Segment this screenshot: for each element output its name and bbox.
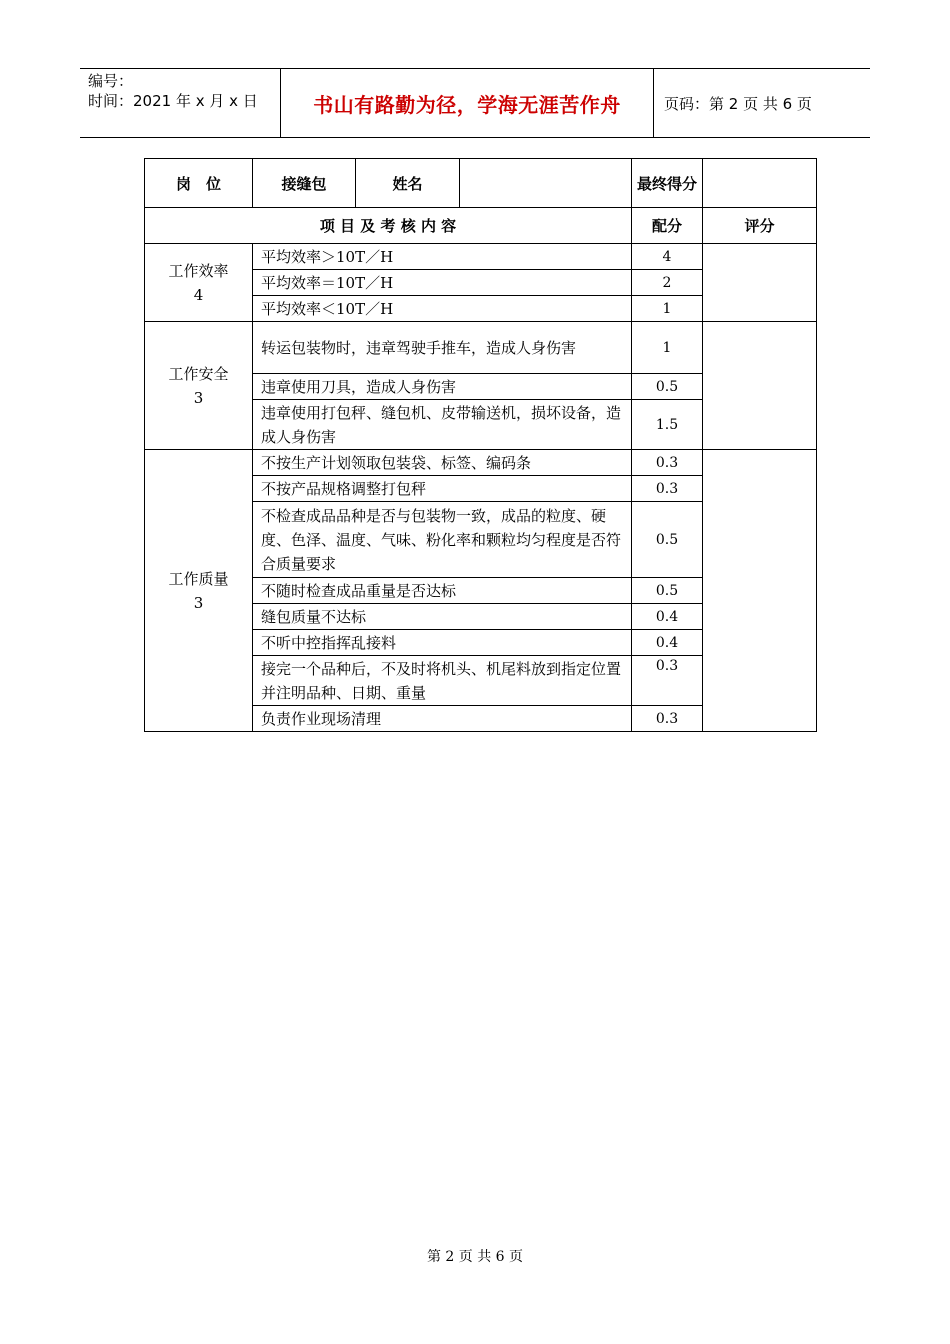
item-text: 不听中控指挥乱接料 bbox=[253, 630, 632, 656]
header-page-info: 页码：第 2 页 共 6 页 bbox=[664, 94, 812, 113]
category-name: 工作安全 bbox=[168, 364, 229, 383]
item-text: 缝包质量不达标 bbox=[253, 604, 632, 630]
category-cell bbox=[145, 322, 253, 450]
name-label: 姓名 bbox=[356, 159, 460, 208]
item-text: 不按产品规格调整打包秤 bbox=[253, 476, 632, 502]
item-points: 1 bbox=[632, 322, 703, 374]
item-text: 平均效率＞10T／H bbox=[253, 244, 632, 270]
table-row bbox=[145, 322, 817, 374]
category-total: 4 bbox=[193, 285, 204, 304]
header-meta bbox=[80, 69, 281, 137]
table-row bbox=[145, 244, 817, 270]
item-text: 平均效率＜10T／H bbox=[253, 296, 632, 322]
category-total: 3 bbox=[193, 593, 204, 612]
page-footer: 第 2 页 共 6 页 bbox=[426, 1249, 524, 1265]
item-text: 负责作业现场清理 bbox=[253, 706, 632, 732]
column-header-score: 评分 bbox=[703, 208, 817, 244]
item-text: 不按生产计划领取包装袋、标签、编码条 bbox=[253, 450, 632, 476]
category-name: 工作质量 bbox=[168, 569, 229, 588]
score-cell[interactable] bbox=[703, 450, 817, 732]
item-points: 1 bbox=[632, 296, 703, 322]
item-points: 0.5 bbox=[632, 374, 703, 400]
category-cell bbox=[145, 244, 253, 322]
item-points: 4 bbox=[632, 244, 703, 270]
assessment-table bbox=[144, 158, 817, 732]
item-points: 1.5 bbox=[632, 400, 703, 450]
item-points: 0.3 bbox=[632, 706, 703, 732]
item-points: 0.5 bbox=[632, 578, 703, 604]
category-total: 3 bbox=[193, 388, 204, 407]
score-cell[interactable] bbox=[703, 244, 817, 322]
item-points: 2 bbox=[632, 270, 703, 296]
position-label: 岗 位 bbox=[145, 159, 253, 208]
header-motto: 书山有路勤为径，学海无涯苦作舟 bbox=[281, 69, 654, 137]
item-points: 0.4 bbox=[632, 604, 703, 630]
final-score-cell[interactable] bbox=[703, 159, 817, 208]
item-text: 不检查成品品种是否与包装物一致，成品的粒度、硬度、色泽、温度、气味、粉化率和颗粒均匀程度是否符合质量要求 bbox=[253, 502, 632, 578]
item-text: 平均效率＝10T／H bbox=[253, 270, 632, 296]
item-text: 违章使用刀具，造成人身伤害 bbox=[253, 374, 632, 400]
item-points: 0.5 bbox=[632, 502, 703, 578]
column-header-item: 项 目 及 考 核 内 容 bbox=[145, 208, 632, 244]
item-points: 0.3 bbox=[632, 476, 703, 502]
item-points: 0.3 bbox=[632, 656, 703, 706]
table-row bbox=[145, 450, 817, 476]
document-date: 时间：2021 年 x 月 x 日 bbox=[88, 92, 258, 110]
info-row bbox=[145, 159, 817, 208]
category-cell bbox=[145, 450, 253, 732]
document-number-label: 编号： bbox=[88, 72, 134, 90]
position-value: 接缝包 bbox=[253, 159, 356, 208]
document-header bbox=[80, 68, 870, 138]
item-text: 违章使用打包秤、缝包机、皮带输送机，损坏设备，造成人身伤害 bbox=[253, 400, 632, 450]
column-header-points: 配分 bbox=[632, 208, 703, 244]
item-text: 转运包装物时，违章驾驶手推车，造成人身伤害 bbox=[253, 322, 632, 374]
item-points: 0.3 bbox=[632, 450, 703, 476]
name-value-cell[interactable] bbox=[460, 159, 632, 208]
item-text: 接完一个品种后，不及时将机头、机尾料放到指定位置并注明品种、日期、重量 bbox=[253, 656, 632, 706]
final-score-label: 最终得分 bbox=[632, 159, 703, 208]
category-name: 工作效率 bbox=[168, 261, 229, 280]
item-text: 不随时检查成品重量是否达标 bbox=[253, 578, 632, 604]
item-points: 0.4 bbox=[632, 630, 703, 656]
score-cell[interactable] bbox=[703, 322, 817, 450]
column-header-row bbox=[145, 208, 817, 244]
